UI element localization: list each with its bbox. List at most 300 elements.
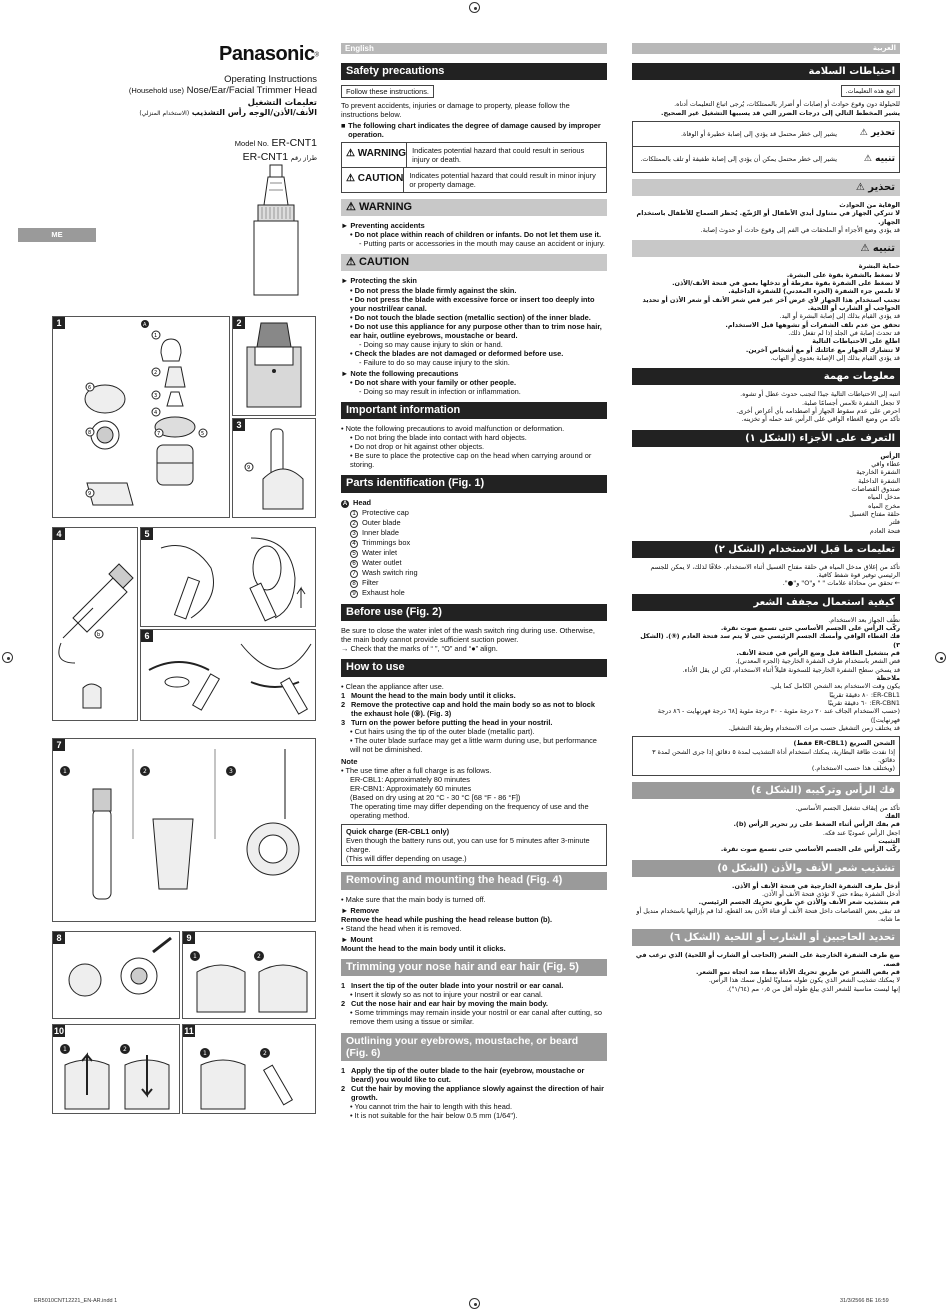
- howto-step-2-text: Remove the protective cap and hold the main body so as not to block the exhaust hole (⑨). (Fig. 3): [351, 699, 595, 718]
- footer-date: 31/3/2566 BE 16:59: [840, 1298, 889, 1304]
- ar-outline-2: قم بقص الشعر عن طريق تحريك الأداة ببطء ضد اتجاه نمو الشعر.: [695, 967, 900, 976]
- svg-text:A: A: [143, 322, 147, 328]
- svg-text:1: 1: [193, 953, 197, 960]
- ar-caution-sub: حماية البشرة: [858, 262, 900, 271]
- howto-bullet-0-text: Clean the appliance after use.: [345, 681, 444, 691]
- svg-text:2: 2: [257, 953, 261, 960]
- ar-heading-outline: تحديد الحاجبين أو الشارب أو اللحية (الشكل ٦): [632, 929, 900, 946]
- figure-3-drawing: [233, 419, 315, 517]
- figure-9-number: 9: [183, 932, 195, 944]
- ar-howto-1: نظّف الجهاز بعد الاستخدام.: [828, 615, 900, 624]
- removing-remove-2-text: Stand the head when it is removed.: [345, 923, 462, 933]
- parts-item: [350, 508, 607, 518]
- figure-6-drawing: [141, 630, 315, 720]
- ar-howto-note: ملاحظة: [876, 674, 900, 683]
- caution-bullet-3: • Do not touch the blade section (metallic section) of the inner blade.: [350, 312, 591, 322]
- ar-caution-b2: لا تضغط على الشفرة بقوة مفرطة أو تدخلها بعمق في فتحة الأنف/الأذن.: [672, 278, 900, 287]
- svg-text:4: 4: [154, 410, 158, 416]
- figure-2: [232, 316, 316, 416]
- quick-charge-title: Quick charge (ER-CBL1 only): [346, 827, 450, 837]
- ar-important-3: احرص على عدم سقوط الجهاز أو اصطدامه بأي أغراض أخرى.: [736, 406, 900, 415]
- ar-follow-box: اتبع هذه التعليمات.: [841, 85, 901, 97]
- ar-remove-label: الفك: [884, 812, 900, 821]
- ar-heading-safety: احتياطات السلامة: [632, 63, 900, 80]
- figure-6-number: 6: [141, 630, 153, 642]
- title-product: [80, 85, 317, 96]
- ar-outline-4: إنها ليست مناسبة للشعر الذي يبلغ طوله أقل من ٠٫٥ مم (١/٦٤").: [726, 984, 900, 993]
- ar-howto-7: يكون وقت الاستخدام بعد الشحن الكامل كما يلي.: [770, 682, 900, 691]
- howto-note-label: Note: [341, 757, 358, 766]
- ar-caution-d4: قد يؤدي القيام بذلك إلى إصابة البشرة أو اليد.: [779, 312, 900, 321]
- parts-item-4: Trimmings box: [362, 537, 411, 547]
- heading-parts-identification: Parts identification (Fig. 1): [341, 475, 607, 492]
- howto-step-3b-text: The outer blade surface may get a little warm during use, but performance will not be diminished.: [350, 735, 597, 754]
- ar-howto-8: ER-CBL1: ٨٠ دقيقة تقريبًا: [829, 690, 900, 699]
- howto-note-5: The operating time may differ depending on the frequency of use and the operating method.: [350, 802, 589, 821]
- ar-important-4: تأكد من وضع الغطاء الواقي على الرأس عند حمله أو تخزينه.: [741, 415, 900, 424]
- figure-7-number: 7: [53, 739, 65, 751]
- figure-11-drawing: [183, 1025, 315, 1113]
- ar-heading-before: تعليمات ما قبل الاستخدام (الشكل ٢): [632, 541, 900, 558]
- caution-sub-2-text: Note the following precautions: [350, 368, 459, 378]
- removing-remove-2: • Stand the head when it is removed.: [341, 923, 462, 933]
- caution-detail-4: - Doing so may cause injury to skin or hand.: [359, 339, 503, 349]
- important-bullet-2-text: Do not bring the blade into contact with hard objects.: [354, 433, 527, 443]
- removing-remove-label: ► Remove: [341, 905, 380, 915]
- svg-text:1: 1: [203, 1050, 207, 1057]
- figure-11: [182, 1024, 316, 1114]
- warning-sub-text: Preventing accidents: [350, 220, 425, 230]
- title-household-use: (Household use): [128, 86, 184, 96]
- ar-hazard-caution-row: [633, 147, 899, 172]
- parts-num-4: 4: [350, 540, 358, 548]
- caution-bullet-1: • Do not press the blade firmly against the skin.: [350, 285, 517, 295]
- parts-item-1: Protective cap: [362, 507, 409, 517]
- figure-6: [140, 629, 316, 721]
- parts-num-6: 6: [350, 560, 358, 568]
- trim-step-1: 1 Insert the tip of the outer blade into your nostril or ear canal.: [341, 981, 564, 991]
- hazard-table: [341, 142, 607, 193]
- parts-item: [350, 588, 607, 598]
- caution-bullet-4: • Do not use this appliance for any purpose other than to trim nose hair, ear hair, outline eyebrows, moustache or beard.: [350, 321, 602, 340]
- figure-10-number: 10: [53, 1026, 64, 1036]
- warning-triangle-icon: ⚠: [346, 148, 355, 160]
- model-number-2: ER-CNT1: [242, 150, 289, 163]
- svg-text:7: 7: [157, 431, 161, 437]
- parts-num-3: 3: [350, 530, 358, 538]
- ar-howto-4: قم بتشغيل الطاقة قبل وضع الرأس في فتحة الأنف.: [736, 649, 900, 658]
- registration-mark-left: [2, 652, 13, 663]
- outline-step-2b-text: It is not suitable for the hair below 0.5 mm (1/64").: [354, 1110, 518, 1120]
- ar-trim-3: قم بتشذيب شعر الأنف والأذن عن طريق تحريك الجسم الرئيسي.: [698, 898, 900, 907]
- caution-bullet-5-text: Check the blades are not damaged or deformed before use.: [354, 348, 564, 358]
- parts-item-8: Filter: [362, 577, 379, 587]
- ar-chart-note: يشير المخطط التالي إلى درجات الضرر التي قد يسببها التشغيل غير الصحيح.: [661, 108, 900, 117]
- howto-note-2: ER-CBL1: Approximately 80 minutes: [350, 775, 470, 785]
- parts-num-5: 5: [350, 550, 358, 558]
- safety-intro: To prevent accidents, injuries or damage to property, please follow the instructions below.: [341, 101, 570, 120]
- heading-removing-mounting: Removing and mounting the head (Fig. 4): [341, 872, 607, 889]
- figure-7: [52, 738, 316, 922]
- caution-detail-6-text: Doing so may result in infection or inflammation.: [363, 386, 521, 396]
- ar-intro: للحيلولة دون وقوع حوادث أو إصابات أو أضرار بالممتلكات، يُرجى اتباع التعليمات أدناه.: [674, 100, 900, 109]
- ar-howto-6: قد يسخن سطح الشفرة الخارجية للسخونة قليلاً أثناء الاستخدام، لكن لن يقل الأداء.: [682, 665, 900, 674]
- ar-hazard-caution-label: تنبيه: [875, 153, 895, 164]
- before-use-text: Be sure to close the water inlet of the wash switch ring during use. Otherwise, the main body cannot provide sufficient suction power.: [341, 626, 595, 645]
- figure-3-number: 3: [233, 419, 245, 431]
- important-bullet-2: • Do not bring the blade into contact with hard objects.: [350, 433, 527, 443]
- svg-text:3: 3: [154, 393, 158, 399]
- svg-text:2: 2: [154, 370, 158, 376]
- parts-item: [350, 528, 607, 538]
- ar-parts-item-6: مخرج المياه: [868, 501, 900, 510]
- ar-caution-b3: لا تلمس جزء الشفرة (الجزء المعدني) للشفرة الداخلية.: [728, 287, 900, 296]
- heading-caution: [341, 254, 607, 271]
- heading-safety-precautions: Safety precautions: [341, 63, 607, 80]
- parts-item-7: Wash switch ring: [362, 567, 418, 577]
- parts-item-2: Outer blade: [362, 517, 401, 527]
- important-bullet-3-text: Do not drop or hit against other objects.: [354, 442, 485, 452]
- ar-heading-caution-text: تنبيه: [872, 243, 895, 255]
- caution-heading-icon: ⚠: [346, 256, 356, 269]
- warning-bullet-1: • Do not place within reach of children or infants. Do not let them use it.: [350, 230, 602, 239]
- hazard-caution-row: [341, 167, 607, 193]
- figure-1: [52, 316, 230, 518]
- caution-sub-1-text: Protecting the skin: [350, 276, 417, 286]
- parts-item: [350, 548, 607, 558]
- figure-8: [52, 931, 180, 1019]
- outline-step-2a: • You cannot trim the hair to length with this head.: [350, 1101, 513, 1111]
- model-number: ER-CNT1: [271, 137, 317, 149]
- ar-important-1: انتبه إلى الاحتياطات التالية جيدًا لتجنب حدوث عطل أو تشوه.: [740, 390, 900, 399]
- howto-note-1: • The use time after a full charge is as follows.: [341, 766, 492, 776]
- heading-caution-text: CAUTION: [358, 256, 410, 269]
- ar-howto-9: ER-CBN1: ٦٠ دقيقة تقريبًا: [827, 699, 900, 708]
- ar-heading-parts: التعرف على الأجزاء (الشكل ١): [632, 430, 900, 447]
- ar-heading-trim: تشذيب شعر الأنف والأذن (الشكل ٥): [632, 860, 900, 877]
- footer-file-name: ER5010CNT12221_EN-AR.indd 1: [34, 1298, 118, 1304]
- heading-warning-text: WARNING: [358, 200, 413, 213]
- outline-step-2: 2 Cut the hair by moving the appliance slowly against the direction of hair growth.: [341, 1084, 607, 1102]
- caution-detail-5-text: Failure to do so may cause injury to the skin.: [363, 357, 510, 367]
- ar-hazard-caution-desc: يشير إلى خطر محتمل يمكن أن يؤدي إلى إصابة طفيفة أو تلف بالممتلكات.: [640, 155, 837, 164]
- parts-head: [341, 498, 607, 508]
- ar-caution-b6: لا تتشارك الجهاز مع عائلتك أو مع أشخاص آخرين.: [745, 345, 900, 354]
- parts-item-3: Inner blade: [362, 527, 399, 537]
- parts-head-letter: A: [342, 500, 348, 507]
- removing-mount-label: ► Mount: [341, 934, 373, 944]
- ar-before-text: تأكد من إغلاق مدخل المياه في حلقة مفتاح الغسيل أثناء الاستخدام. خلافًا لذلك، لا يمكن للجسم الرئيسي توفير قوة شفط كافية.: [650, 562, 900, 580]
- figure-8-number: 8: [53, 932, 65, 944]
- svg-text:1: 1: [154, 333, 158, 339]
- hazard-warning-label: WARNING: [357, 148, 407, 160]
- ar-howto-3: فك الغطاء الواقي وأمسك الجسم الرئيسي حتى لا يتم سد فتحة العادم (⑨). (الشكل ٣): [640, 632, 900, 649]
- ar-heading-caution: [632, 240, 900, 257]
- svg-text:9: 9: [88, 491, 92, 497]
- outline-step-1-text: Apply the tip of the outer blade to the hair (eyebrow, moustache or beard) you would like to cut.: [351, 1065, 585, 1084]
- ar-parts-item-2: الشفرة الخارجية: [856, 468, 900, 477]
- parts-item-5: Water inlet: [362, 547, 398, 557]
- parts-num-1: 1: [350, 510, 358, 518]
- parts-item-6: Water outlet: [362, 557, 402, 567]
- warning-detail-1: - Putting parts or accessories in the mouth may cause an accident or injury.: [359, 239, 605, 249]
- parts-num-9: 9: [350, 590, 358, 598]
- ar-heading-howto: كيفية استعمال مجفف الشعر: [632, 594, 900, 611]
- ar-outline-3: لا يمكنك تشذيب الشعر الذي يكون طوله مساويًا لطول سمك هذا الرأس.: [708, 976, 900, 985]
- figure-4: [52, 527, 138, 721]
- warning-heading-icon: ⚠: [346, 200, 356, 213]
- hazard-warning-row: [341, 142, 607, 168]
- figure-5-drawing: [141, 528, 315, 626]
- removing-bullet-1-text: Make sure that the main body is turned off.: [345, 894, 486, 904]
- ar-hazard-warning-row: [633, 122, 899, 147]
- heading-important-information: Important information: [341, 402, 607, 419]
- ar-remove-3: اجعل الرأس عموديًا عند فكه.: [822, 828, 900, 837]
- ar-warning-sub: الوقاية من الحوادث: [839, 200, 900, 209]
- important-bullet-4-text: Be sure to place the protective cap on the head when carrying around or storing.: [350, 451, 592, 470]
- title-arabic-2: [80, 108, 317, 118]
- figure-1-number: 1: [53, 317, 65, 329]
- figure-4-drawing: [53, 528, 137, 720]
- caution-bullet-6-text: Do not share with your family or other people.: [354, 377, 517, 387]
- caution-triangle-icon: ⚠: [346, 173, 355, 185]
- brand-name: Panasonic: [219, 43, 315, 65]
- svg-text:1: 1: [63, 1046, 67, 1053]
- figure-5-number: 5: [141, 528, 153, 540]
- ar-heading-warning-text: تحذير: [868, 181, 895, 193]
- figure-9: [182, 931, 316, 1019]
- important-bullet-4: • Be sure to place the protective cap on the head when carrying around or storing.: [350, 451, 592, 470]
- caution-bullet-1-text: Do not press the blade firmly against the skin.: [354, 285, 517, 295]
- howto-step-1-text: Mount the head to the main body until it clicks.: [351, 690, 516, 700]
- svg-text:8: 8: [88, 430, 92, 436]
- ar-caution-b5: تحقق من عدم تلف الشفرات أو تشوهها قبل الاستخدام.: [725, 320, 900, 329]
- language-label-english: English: [341, 43, 607, 54]
- title-operating-instructions: Operating Instructions: [224, 74, 317, 85]
- ar-quick-charge-box: [632, 736, 900, 775]
- caution-bullet-2: • Do not press the blade with excessive force or insert too deeply into your nostril/ear canal.: [350, 294, 595, 313]
- caution-detail-6: - Doing so may result in infection or inflammation.: [359, 386, 521, 396]
- ar-quick-charge-2: (ويختلف هذا حسب الاستخدام.): [811, 764, 895, 773]
- ar-howto-5: قص الشعر باستخدام طرف الشفرة الخارجية (الجزء المعدني).: [735, 657, 900, 666]
- svg-text:b: b: [97, 632, 101, 638]
- ar-parts-item-3: الشفرة الداخلية: [858, 476, 900, 485]
- model-line-1: [180, 137, 317, 151]
- warning-sub: ► Preventing accidents: [341, 220, 425, 230]
- follow-instructions-box: Follow these instructions.: [341, 85, 434, 98]
- registration-mark-top: [469, 2, 480, 13]
- outline-step-2b: • It is not suitable for the hair below 0.5 mm (1/64").: [350, 1110, 518, 1120]
- ar-quick-charge-title: الشحن السريع (ER-CBL1 فقط): [793, 739, 895, 748]
- caution-bullet-3-text: Do not touch the blade section (metallic section) of the inner blade.: [354, 312, 591, 322]
- figure-8-drawing: [53, 932, 179, 1018]
- caution-bullet-4-text: Do not use this appliance for any purpose other than to trim nose hair, ear hair, outline eyebrows, moustache or beard.: [350, 321, 602, 340]
- warning-detail-1-text: Putting parts or accessories in the mouth may cause an accident or injury.: [363, 239, 605, 249]
- ar-hazard-warning-key: [843, 128, 899, 140]
- howto-note-4: (Based on dry using at 20 °C - 30 °C [68 °F - 86 °F]): [350, 793, 521, 803]
- title-arabic-product: الأنف/الأذن/الوجه رأس التشذيب: [191, 107, 317, 117]
- howto-step-1: 1 Mount the head to the main body until it clicks.: [341, 690, 516, 700]
- important-bullet-3: • Do not drop or hit against other objects.: [350, 442, 485, 452]
- heading-outlining: Outlining your eyebrows, moustache, or beard (Fig. 6): [341, 1033, 607, 1061]
- parts-item: [350, 558, 607, 568]
- ar-heading-important: معلومات مهمة: [632, 368, 900, 385]
- hazard-warning-key: [342, 143, 407, 167]
- hazard-caution-desc: Indicates potential hazard that could result in minor injury or property damage.: [409, 170, 596, 189]
- ar-hazard-warning-desc: يشير إلى خطر محتمل قد يؤدي إلى إصابة خطيرة أو الوفاة.: [680, 129, 837, 138]
- ar-parts-item-4: صندوق القصاصات: [851, 484, 900, 493]
- hazard-caution-key: [342, 168, 404, 192]
- title-product-name: Nose/Ear/Facial Trimmer Head: [186, 85, 317, 97]
- parts-head-text: Head: [353, 497, 372, 507]
- removing-remove-1: Remove the head while pushing the head release button (b).: [341, 914, 553, 924]
- ar-howto-2: ركّب الرأس على الجسم الأساسي حتى تسمع صوت نقرة.: [720, 624, 900, 633]
- ar-parts-item-9: فتحة العادم: [869, 526, 900, 535]
- heading-how-to-use: How to use: [341, 659, 607, 676]
- figure-2-drawing: [233, 317, 315, 415]
- title-arabic-1: تعليمات التشغيل: [247, 97, 317, 108]
- ar-warning-heading-icon: ⚠: [855, 181, 865, 193]
- ar-hazard-caution-key: [843, 154, 899, 166]
- howto-step-3a-text: Cut hairs using the tip of the outer blade (metallic part).: [354, 726, 535, 736]
- trim-step-1a-text: Insert it slowly so as not to injure your nostril or ear canal.: [354, 990, 543, 1000]
- ar-trim-1: أدخل طرف الشفرة الخارجية في فتحة الأنف أو الأذن.: [732, 881, 900, 890]
- quick-charge-box: [341, 824, 607, 866]
- trim-step-2a: • Some trimmings may remain inside your nostril or ear canal after cutting, so remove them using a tissue or similar.: [350, 1008, 602, 1027]
- ar-caution-b1: لا تضغط بالشفرة بقوة على البشرة.: [786, 270, 900, 279]
- howto-bullet-0: • Clean the appliance after use.: [341, 681, 444, 691]
- figure-3: [232, 418, 316, 518]
- trim-step-2a-text: Some trimmings may remain inside your nostril or ear canal after cutting, so remove them using a tissue or similar.: [350, 1008, 602, 1027]
- figure-7-drawing: [53, 739, 315, 921]
- ar-hazard-warning-label: تحذير: [870, 128, 895, 139]
- howto-note-1-text: The use time after a full charge is as follows.: [345, 766, 492, 776]
- removing-mount-1: Mount the head to the main body until it clicks.: [341, 943, 506, 953]
- outline-step-2-text: Cut the hair by moving the appliance slowly against the direction of hair growth.: [351, 1083, 604, 1102]
- svg-text:1: 1: [63, 768, 67, 775]
- svg-text:2: 2: [123, 1046, 127, 1053]
- title-block: [80, 74, 317, 118]
- parts-item-9: Exhaust hole: [362, 587, 405, 597]
- parts-num-8: 8: [350, 580, 358, 588]
- ar-parts-head: الرأس: [880, 451, 900, 460]
- howto-step-2: 2 Remove the protective cap and hold the main body so as not to block the exhaust hole (⑨). (Fig. 3): [341, 700, 607, 718]
- brand-logo: [207, 42, 319, 66]
- ar-parts-item-5: مدخل المياه: [867, 493, 900, 502]
- ar-parts-item-1: غطاء واقي: [871, 459, 900, 468]
- product-illustration: [240, 163, 310, 298]
- howto-step-3: 3 Turn on the power before putting the head in your nostril.: [341, 717, 553, 727]
- region-tag: ME: [18, 228, 96, 242]
- registration-mark-right: [935, 652, 946, 663]
- svg-text:9: 9: [247, 465, 251, 471]
- trim-step-1a: • Insert it slowly so as not to injure your nostril or ear canal.: [350, 990, 543, 1000]
- ar-parts-item-8: فلتر: [889, 518, 900, 527]
- model-label-arabic: طراز رقم: [290, 153, 317, 162]
- figure-2-number: 2: [233, 317, 245, 329]
- figure-9-drawing: [183, 932, 315, 1018]
- english-column: [341, 43, 607, 1120]
- quick-charge-text-1: Even though the battery runs out, you can use for 5 minutes after 3-minute charge.: [346, 836, 590, 855]
- removing-remove-text: Remove: [350, 905, 380, 915]
- outline-step-2a-text: You cannot trim the hair to length with this head.: [354, 1101, 513, 1111]
- svg-text:2: 2: [143, 768, 147, 775]
- registered-mark: ®: [314, 52, 319, 59]
- arabic-column: [632, 43, 900, 993]
- ar-caution-heading-icon: ⚠: [860, 243, 870, 255]
- howto-step-3b: • The outer blade surface may get a little warm during use, but performance will not be diminished.: [350, 735, 597, 754]
- important-bullet-1: • Note the following precautions to avoid malfunction or deformation.: [341, 424, 565, 434]
- svg-text:6: 6: [88, 385, 92, 391]
- figure-1-drawing: [53, 317, 229, 517]
- parts-num-7: 7: [350, 570, 358, 578]
- figure-11-number: 11: [184, 1026, 194, 1036]
- heading-warning: [341, 199, 607, 216]
- svg-text:3: 3: [229, 768, 233, 775]
- ar-remove-2: قم بفك الرأس أثناء الضغط على زر تحرير الرأس (b).: [733, 820, 900, 829]
- ar-quick-charge-1: إذا نفدت طاقة البطارية، يمكنك استخدام أداة التشذيب لمدة ٥ دقائق إذا جرى الشحن لمدة ٣ دقائق.: [652, 747, 895, 765]
- removing-mount-text: Mount: [350, 934, 373, 944]
- parts-item: [350, 518, 607, 528]
- caution-bullet-2-text: Do not press the blade with excessive force or insert too deeply into your nostril/ear canal.: [350, 294, 595, 313]
- ar-parts-item-7: حلقة مفتاح الغسيل: [849, 509, 900, 518]
- ar-caution-triangle-icon: ⚠: [863, 153, 872, 164]
- caution-detail-4-text: Doing so may cause injury to skin or hand.: [363, 339, 503, 349]
- before-use-check: → Check that the marks of “ ”, “O” and “●” align.: [341, 644, 498, 654]
- ar-caution-d5: قد تحدث إصابة في الجلد إذا لم تفعل ذلك.: [788, 328, 900, 337]
- caution-bullet-5: • Check the blades are not damaged or deformed before use.: [350, 348, 564, 358]
- howto-step-3-text: Turn on the power before putting the head in your nostril.: [351, 717, 553, 727]
- ar-remove-1: تأكد من إيقاف تشغيل الجسم الأساسي.: [795, 803, 900, 812]
- trim-step-1-text: Insert the tip of the outer blade into your nostril or ear canal.: [351, 981, 564, 991]
- svg-text:5: 5: [201, 431, 205, 437]
- warning-bullet-1-text: Do not place within reach of children or infants. Do not let them use it.: [354, 230, 602, 239]
- registration-mark-bottom: [469, 1298, 480, 1309]
- ar-heading-warning: [632, 179, 900, 196]
- parts-item: [350, 578, 607, 588]
- ar-caution-d6: قد يؤدي القيام بذلك إلى الإصابة بعدوى أو التهاب.: [770, 353, 900, 362]
- language-label-arabic: العربية: [632, 43, 900, 54]
- heading-before-use: Before use (Fig. 2): [341, 604, 607, 621]
- ar-caution-b4: تجنب استخدام هذا الجهاز لأي غرض آخر غير قص شعر الأنف أو شعر الأذن أو تحديد الحواجب أو الشارب أو اللحية.: [642, 295, 900, 312]
- parts-num-2: 2: [350, 520, 358, 528]
- figure-4-number: 4: [53, 528, 65, 540]
- heading-trimming: Trimming your nose hair and ear hair (Fig. 5): [341, 959, 607, 976]
- caution-sub-1: ► Protecting the skin: [341, 276, 417, 286]
- ar-heading-remove: فك الرأس وتركيبه (الشكل ٤): [632, 782, 900, 799]
- ar-howto-11: قد يختلف زمن التشغيل حسب مرات الاستخدام وطريقة التشغيل.: [728, 724, 900, 733]
- ar-trim-4: قد تبقى بعض القصاصات داخل فتحة الأنف أو قناة الأذن بعد القطع، لذا قم بإزالتها باستخدام منديل أو ما شابه.: [636, 906, 900, 923]
- parts-item: [350, 538, 607, 548]
- figure-5: [140, 527, 316, 627]
- chart-note-text: The following chart indicates the degree of damage caused by improper operation.: [348, 120, 601, 139]
- ar-warning-triangle-icon: ⚠: [859, 128, 868, 139]
- ar-before-check: ← تحقق من محاذاة علامات " " و"O" و"●".: [782, 579, 900, 588]
- ar-important-2: لا تجعل الشفرة تلامس أجسامًا صلبة.: [802, 398, 900, 407]
- important-bullet-1-text: Note the following precautions to avoid malfunction or deformation.: [345, 424, 565, 434]
- model-block: [180, 137, 317, 164]
- outline-step-1: 1 Apply the tip of the outer blade to the hair (eyebrow, moustache or beard) you would like to cut.: [341, 1066, 607, 1084]
- howto-note-3: ER-CBN1: Approximately 60 minutes: [350, 784, 472, 794]
- figure-10-drawing: [53, 1025, 179, 1113]
- chart-note: ■ The following chart indicates the degree of damage caused by improper operation.: [341, 121, 607, 139]
- ar-howto-10: (حسب الاستخدام الجاف عند ٢٠ درجة مئوية - ٣٠ درجة مئوية [٦٨ درجة فهرنهايت - ٨٦ درجة فهرنهايت]): [657, 707, 900, 724]
- hazard-caution-label: CAUTION: [357, 173, 404, 185]
- title-arabic-household: (الاستخدام المنزلي): [139, 109, 190, 117]
- ar-warning-d1: قد يؤدي وضع الأجزاء أو الملحقات في الفم إلى وقوع حادث أو حدوث إصابة.: [700, 225, 900, 234]
- svg-text:2: 2: [263, 1050, 267, 1057]
- ar-outline-1: ضع طرف الشفرة الخارجية على الشعر (الحاجب أو الشارب أو اللحية) الذي ترغب في قصه.: [635, 951, 900, 968]
